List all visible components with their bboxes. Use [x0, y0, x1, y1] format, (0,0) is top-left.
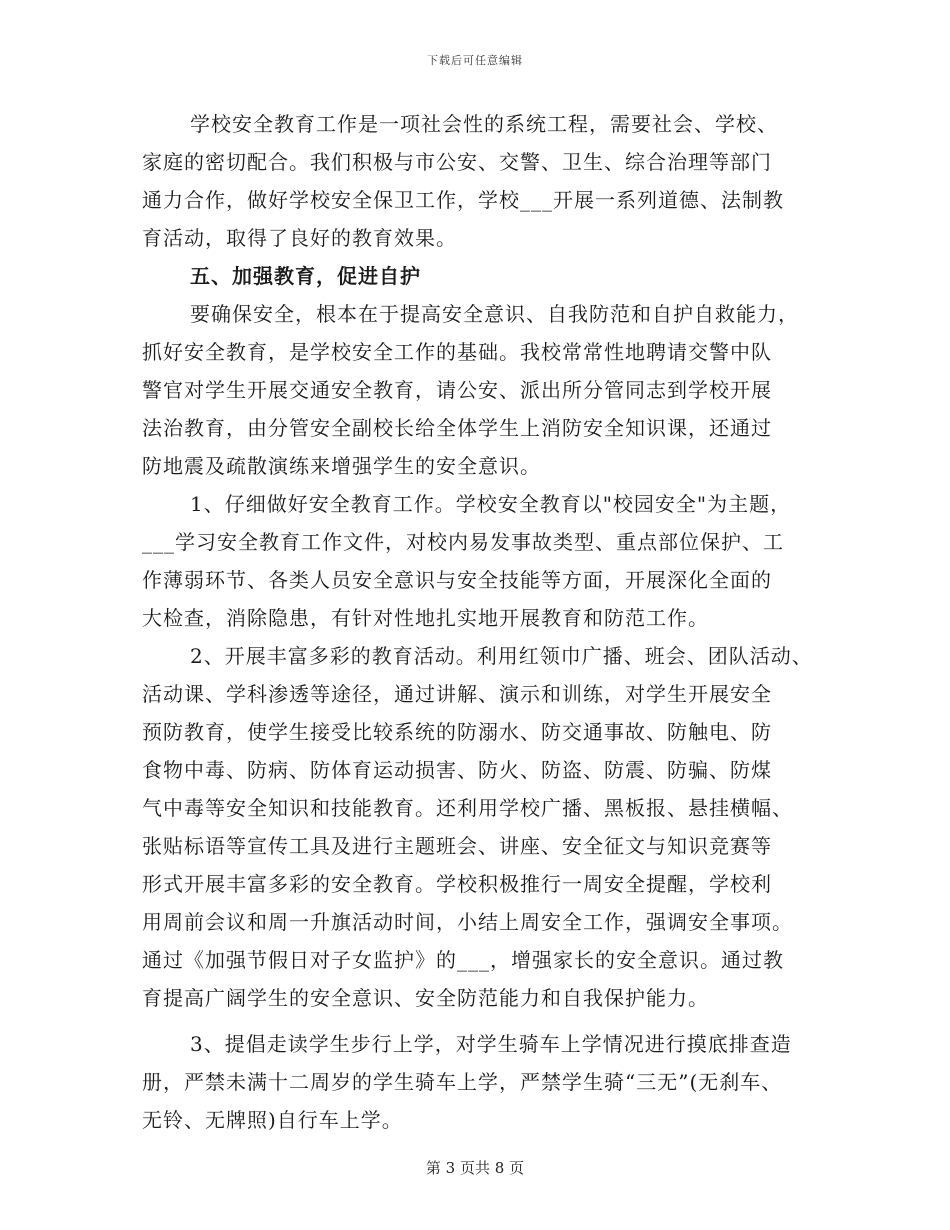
paragraph-line: 张贴标语等宣传工具及进行主题班会、讲座、安全征文与知识竞赛等 — [142, 834, 772, 858]
page-header: 下载后可任意编辑 — [427, 54, 523, 67]
paragraph-line: 法治教育，由分管安全副校长给全体学生上消防安全知识课，还通过 — [142, 416, 772, 440]
paragraph-line: 形式开展丰富多彩的安全教育。学校积极推行一周安全提醒，学校利 — [142, 872, 772, 896]
paragraph-line: 预防教育，使学生接受比较系统的防溺水、防交通事故、防触电、防 — [142, 720, 772, 744]
paragraph-line: 册，严禁未满十二周岁的学生骑车上学，严禁学生骑“三无”(无刹车、 — [142, 1070, 783, 1094]
paragraph-line: 家庭的密切配合。我们积极与市公安、交警、卫生、综合治理等部门 — [142, 150, 772, 174]
section-heading: 五、加强教育，促进自护 — [190, 264, 421, 288]
paragraph-line: 活动课、学科渗透等途径，通过讲解、演示和训练，对学生开展安全 — [142, 682, 772, 706]
paragraph-line: 学校安全教育工作是一项社会性的系统工程，需要社会、学校、 — [190, 112, 778, 136]
paragraph-line: 用周前会议和周一升旗活动时间，小结上周安全工作，强调安全事项。 — [142, 910, 793, 934]
paragraph-line: 通过《加强节假日对子女监护》的___，增强家长的安全意识。通过教 — [142, 948, 784, 972]
paragraph-line: 1、仔细做好安全教育工作。学校安全教育以"校园安全"为主题， — [190, 492, 792, 516]
paragraph-line: 大检查，消除隐患，有针对性地扎实地开展教育和防范工作。 — [142, 606, 709, 630]
paragraph-line: 要确保安全，根本在于提高安全意识、自我防范和自护自救能力， — [190, 302, 799, 326]
paragraph-line: 育活动，取得了良好的教育效果。 — [142, 226, 457, 250]
paragraph-line: 气中毒等安全知识和技能教育。还利用学校广播、黑板报、悬挂横幅、 — [142, 796, 793, 820]
document-body — [142, 105, 832, 1139]
paragraph-line: 食物中毒、防病、防体育运动损害、防火、防盗、防震、防骗、防煤 — [142, 758, 772, 782]
paragraph-line: 警官对学生开展交通安全教育，请公安、派出所分管同志到学校开展 — [142, 378, 772, 402]
paragraph-line: 无铃、无牌照)自行车上学。 — [142, 1108, 403, 1132]
paragraph-line: ___学习安全教育工作文件，对校内易发事故类型、重点部位保护、工 — [142, 530, 784, 554]
paragraph-line: 抓好安全教育，是学校安全工作的基础。我校常常性地聘请交警中队 — [142, 340, 772, 364]
page-number: 第 3 页共 8 页 — [425, 1159, 525, 1177]
paragraph-line: 2、开展丰富多彩的教育活动。利用红领巾广播、班会、团队活动、 — [190, 644, 813, 668]
paragraph-line: 育提高广阔学生的安全意识、安全防范能力和自我保护能力。 — [142, 986, 709, 1010]
paragraph-line: 防地震及疏散演练来增强学生的安全意识。 — [142, 454, 541, 478]
paragraph-line: 通力合作，做好学校安全保卫工作，学校___开展一系列道德、法制教 — [142, 188, 784, 212]
paragraph-line: 作薄弱环节、各类人员安全意识与安全技能等方面，开展深化全面的 — [142, 568, 772, 592]
paragraph-line: 3、提倡走读学生步行上学，对学生骑车上学情况进行摸底排查造 — [190, 1032, 792, 1056]
